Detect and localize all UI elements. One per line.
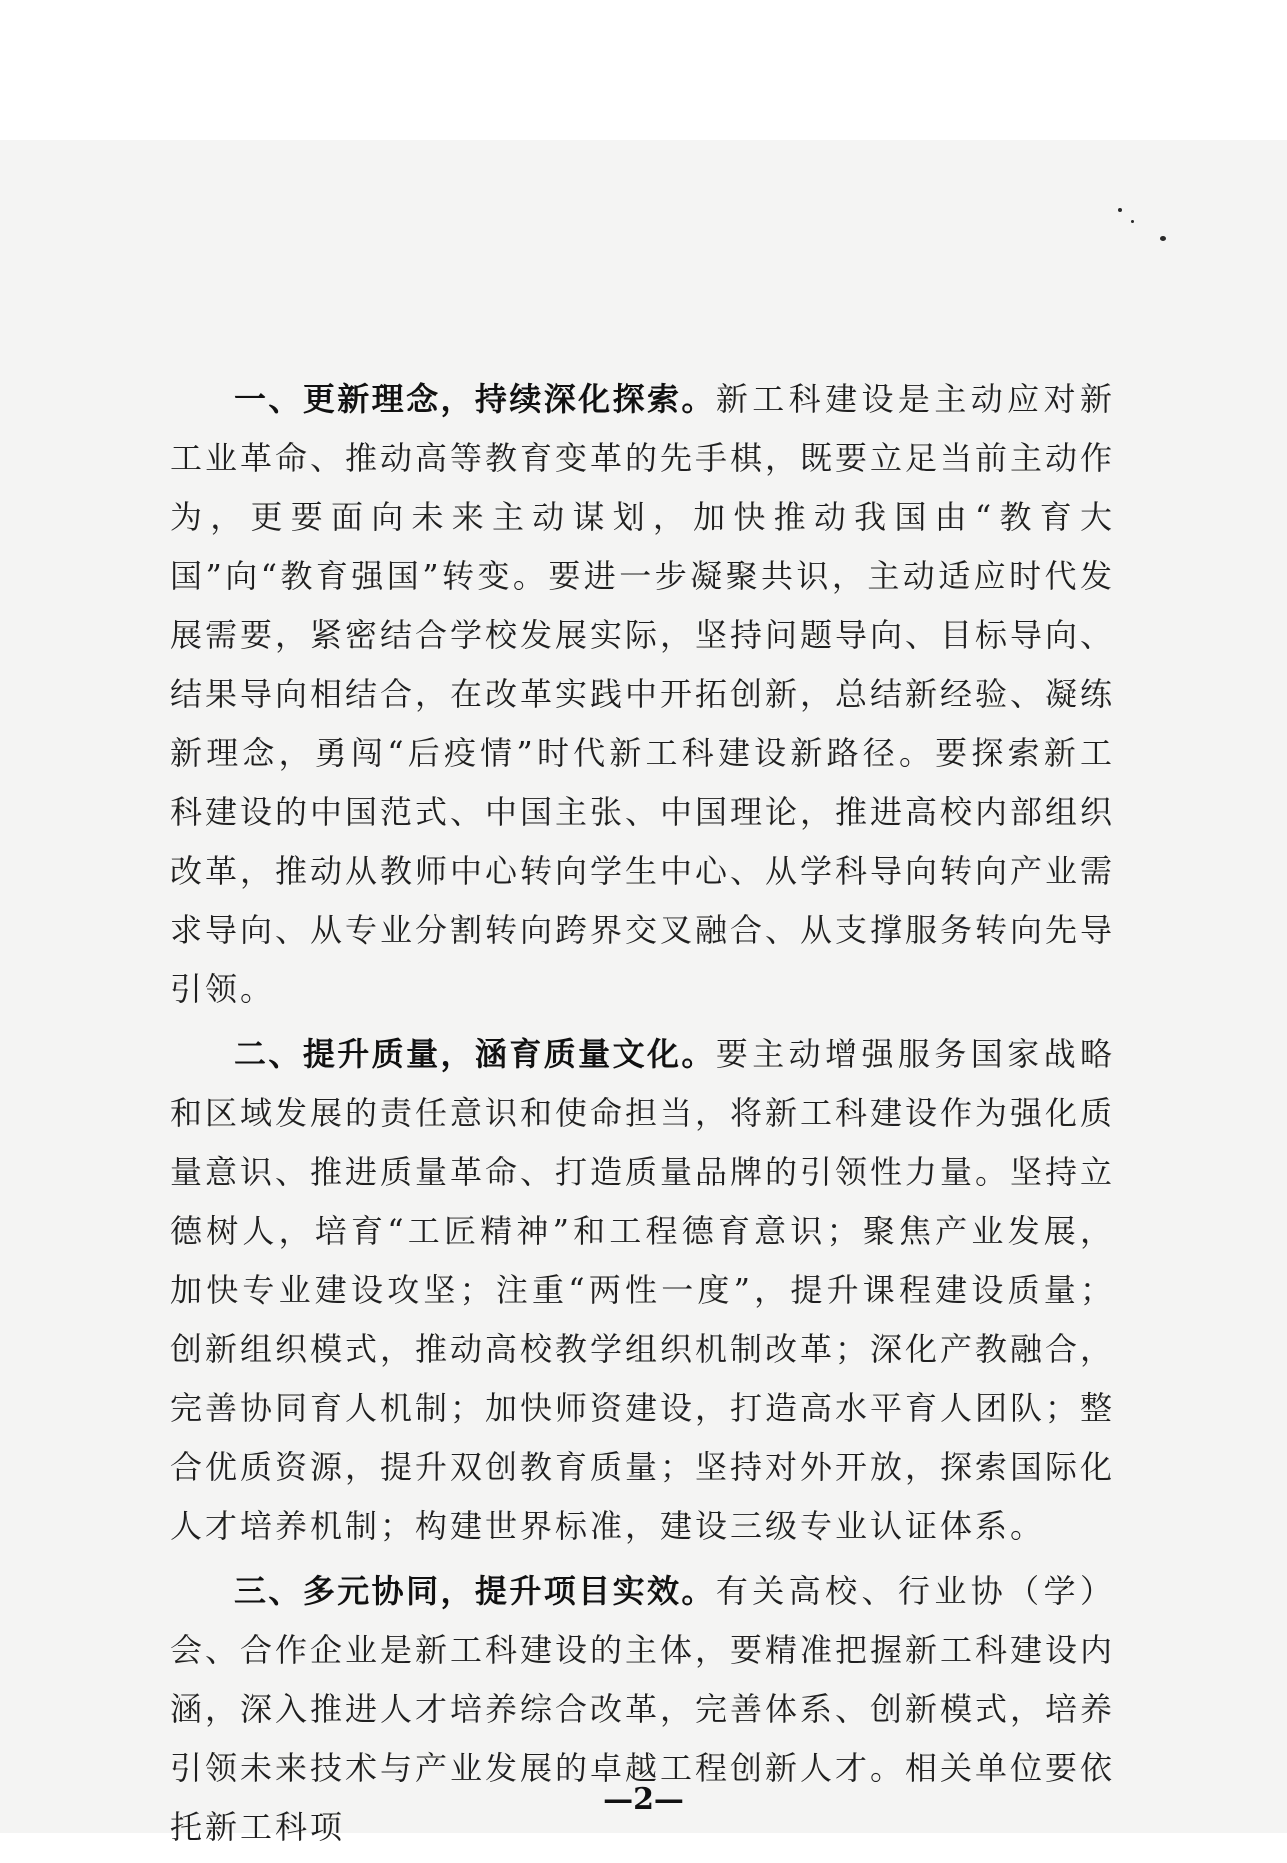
scan-speck (1131, 220, 1134, 223)
scan-speck (1118, 208, 1122, 212)
scan-speck (1160, 236, 1166, 241)
section-heading-3: 三、多元协同，提升项目实效。 (234, 1572, 716, 1610)
section-paragraph-1 (170, 370, 1115, 1019)
page-number: —2— (603, 1782, 684, 1817)
section-heading-2: 二、提升质量，涵育质量文化。 (234, 1035, 716, 1073)
section-heading-1: 一、更新理念，持续深化探索。 (234, 380, 716, 418)
section-text-2: 要主动增强服务国家战略和区域发展的责任意识和使命担当，将新工科建设作为强化质量意识、推进质量革命、打造质量品牌的引领性力量。坚持立德树人，培育“工匠精神”和工程德育意识；聚焦产业发展，加快专业建设攻坚；注重“两性一度”，提升课程建设质量；创新组织模式，推动高校教学组织机制改革；深化产教融合，完善协同育人机制；加快师资建设，打造高水平育人团队；整合优质资源，提升双创教育质量；坚持对外开放，探索国际化人才培养机制；构建世界标准，建设三级专业认证体系。 (170, 1035, 1116, 1545)
section-text-1: 新工科建设是主动应对新工业革命、推动高等教育变革的先手棋，既要立足当前主动作为，更要面向未来主动谋划，加快推动我国由“教育大国”向“教育强国”转变。要进一步凝聚共识，主动适应时代发展需要，紧密结合学校发展实际，坚持问题导向、目标导向、结果导向相结合，在改革实践中开拓创新，总结新经验、凝练新理念，勇闯“后疫情”时代新工科建设新路径。要探索新工科建设的中国范式、中国主张、中国理论，推进高校内部组织改革，推动从教师中心转向学生中心、从学科导向转向产业需求导向、从专业分割转向跨界交叉融合、从支撑服务转向先导引领。 (170, 380, 1116, 1008)
section-paragraph-2 (170, 1025, 1115, 1556)
document-body (170, 370, 1115, 1863)
scan-top-margin (0, 0, 1287, 140)
section-text-3: 有关高校、行业协（学）会、合作企业是新工科建设的主体，要精准把握新工科建设内涵，深入推进人才培养综合改革，完善体系、创新模式，培养引领未来技术与产业发展的卓越工程创新人才。相关单位要依托新工科项 (170, 1572, 1116, 1846)
